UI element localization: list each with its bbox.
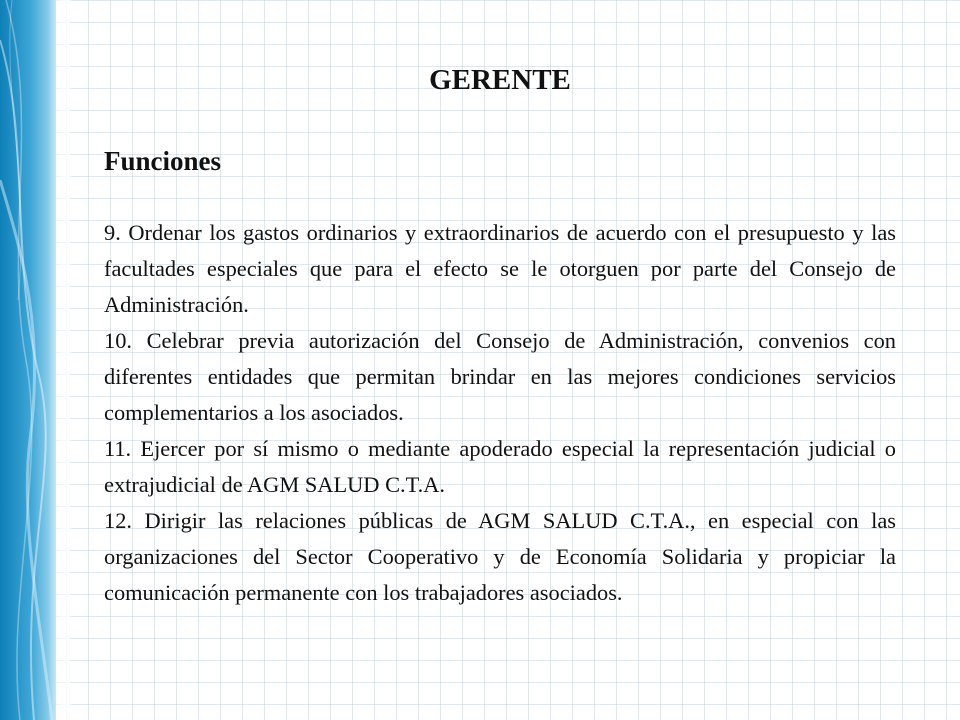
slide-content <box>104 0 896 720</box>
function-item-9: 9. Ordenar los gastos ordinarios y extraordinarios de acuerdo con el presupuesto y las facultades especiales que para el efecto se le otorguen por parte del Consejo de Administración. <box>104 220 896 317</box>
blue-wave-decoration <box>0 0 70 720</box>
section-heading: Funciones <box>104 146 222 176</box>
functions-list <box>104 215 896 611</box>
function-item-10: 10. Celebrar previa autorización del Consejo de Administración, convenios con diferentes entidades que permitan brindar en las mejores condiciones servicios complementarios a los asociados. <box>104 328 896 425</box>
function-item-11: 11. Ejercer por sí mismo o mediante apoderado especial la representación judicial o extrajudicial de AGM SALUD C.T.A. <box>104 436 896 497</box>
decorative-side-band <box>0 0 70 720</box>
function-item-12: 12. Dirigir las relaciones públicas de AGM SALUD C.T.A., en especial con las organizaciones del Sector Cooperativo y de Economía Solidaria y propiciar la comunicación permanente con los trabajadores asociados. <box>104 508 896 605</box>
page-title: GERENTE <box>429 64 571 96</box>
